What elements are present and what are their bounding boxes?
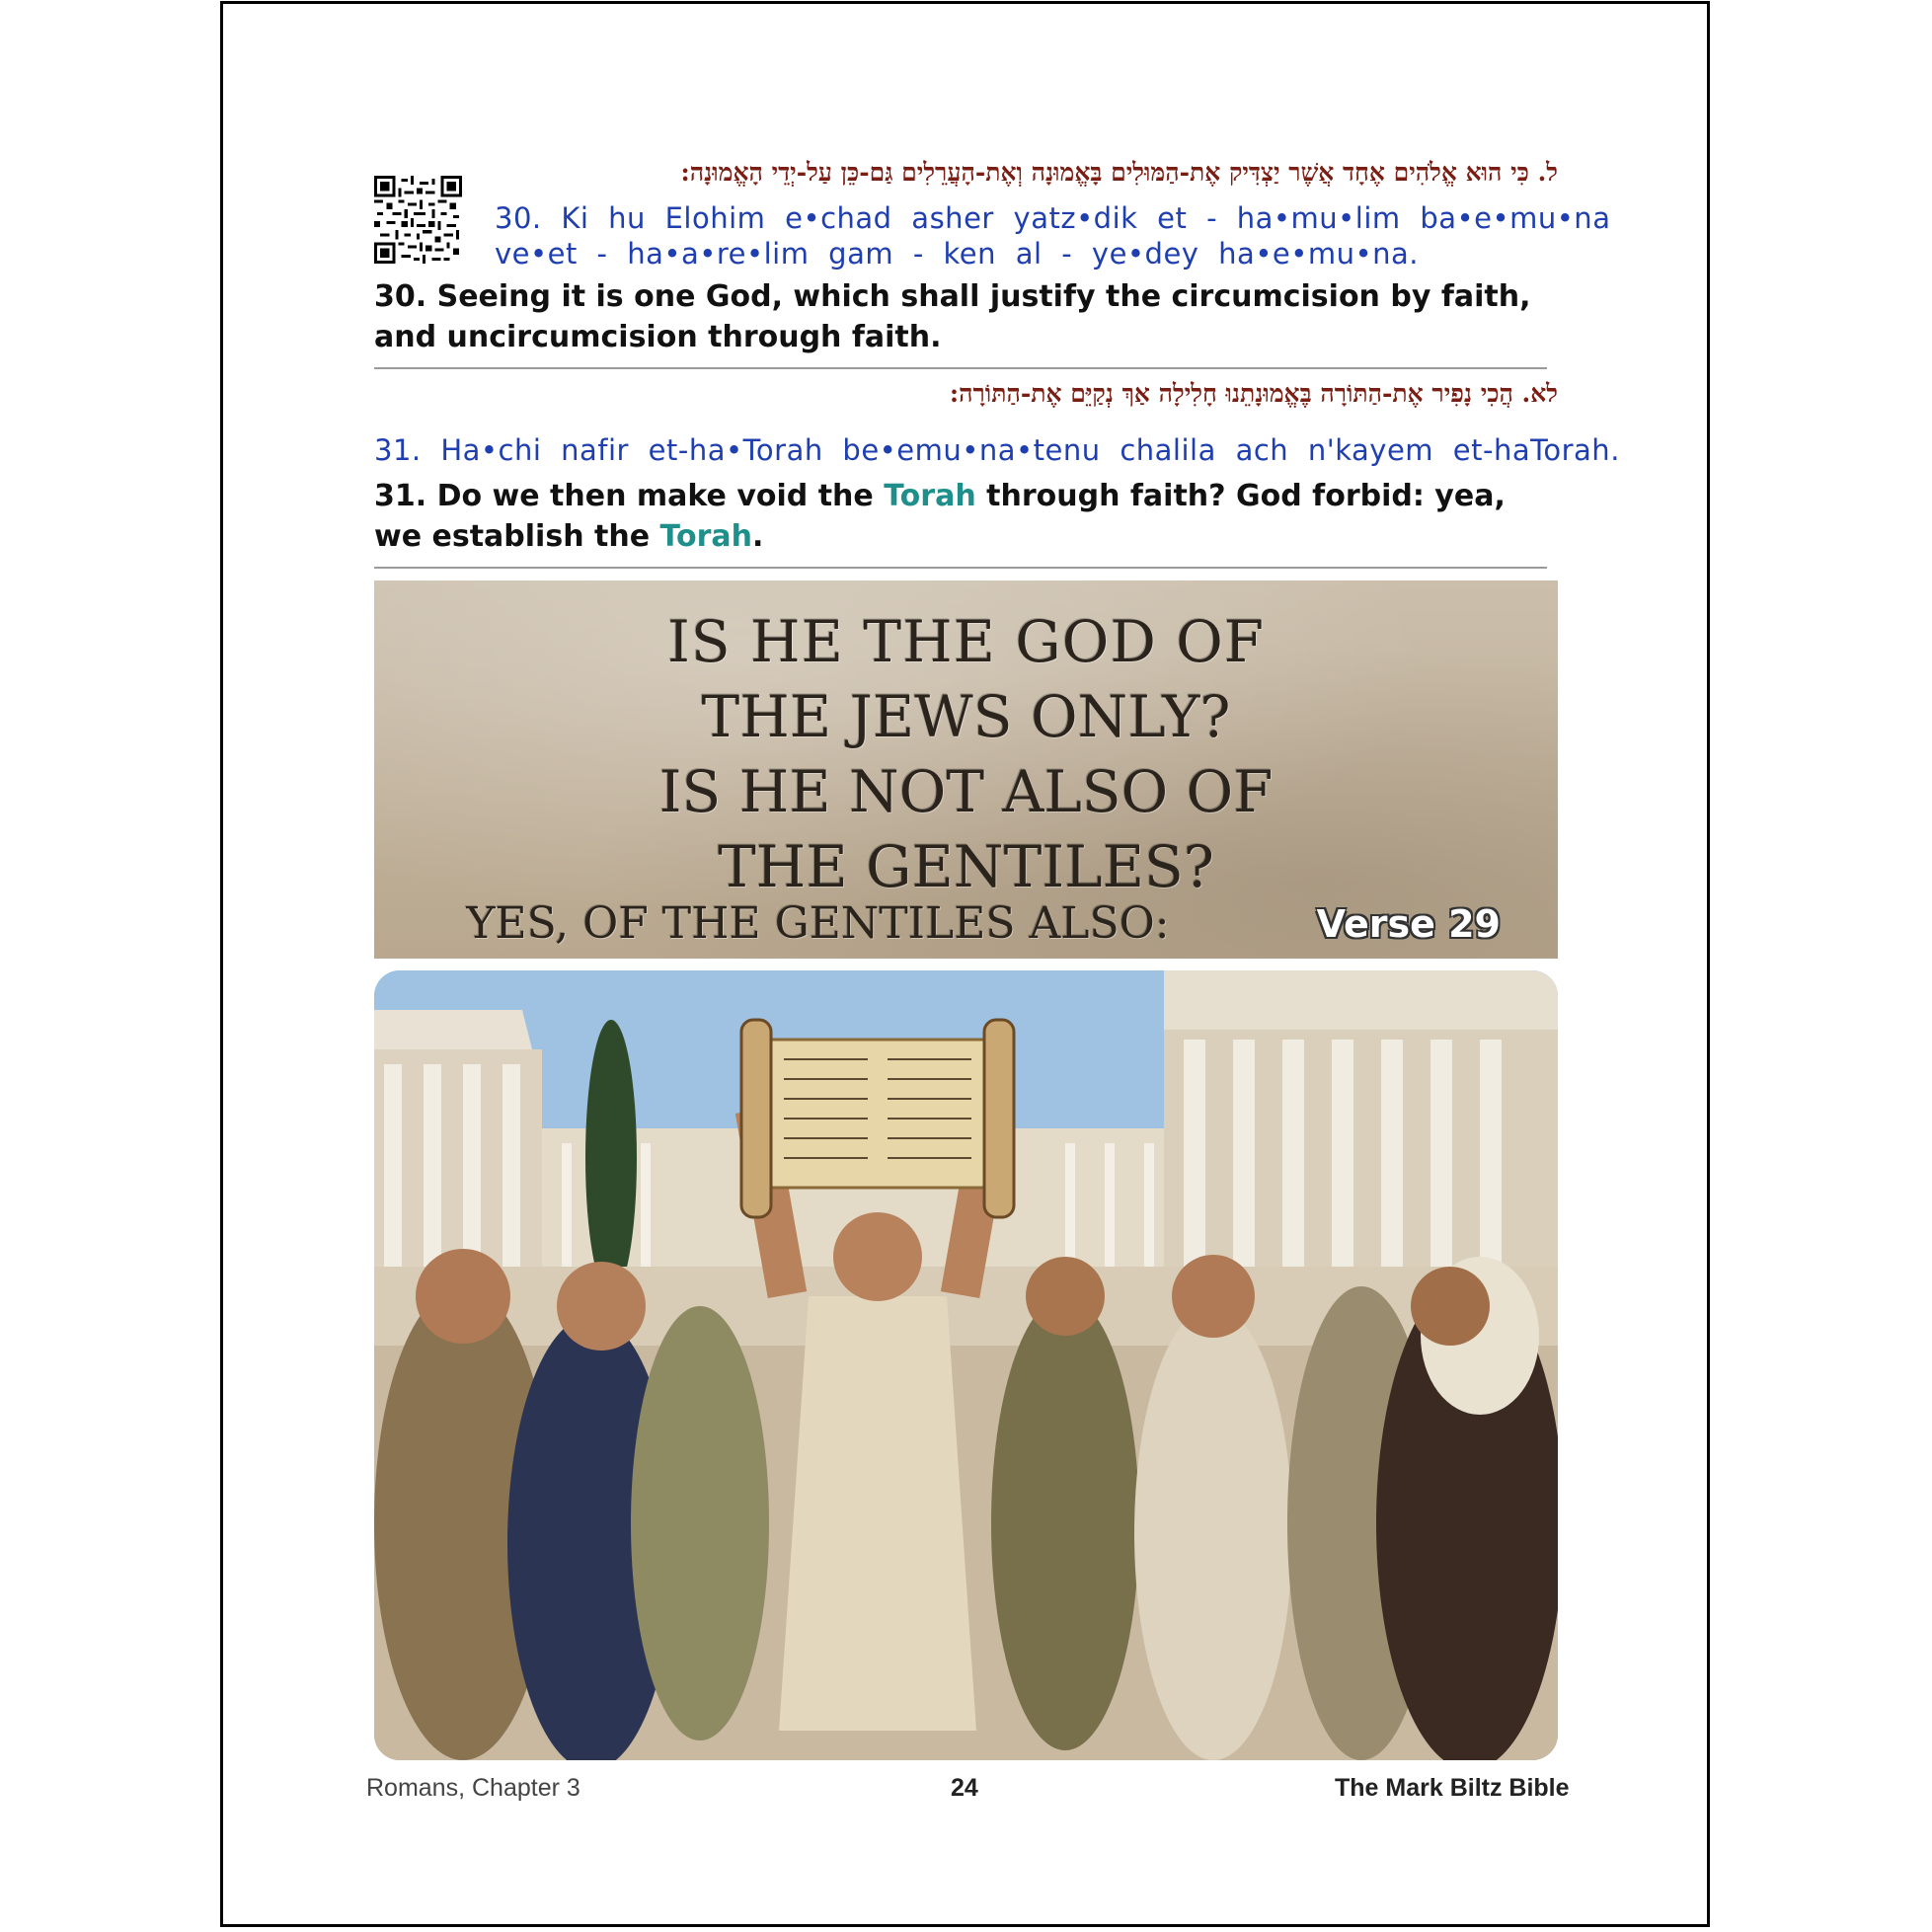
inscription-line-5: YES, OF THE GENTILES ALSO:	[466, 898, 1170, 949]
verse-30-hebrew: ל. כִּי הוּא אֱלֹהִים אֶחָד אֲשֶׁר יַצְדִּיק אֶת-הַמּוּלִים בָּאֱמוּנָה וְאֶת-הָעֲרֵלִים גַּם-כֵּן עַל-יְדֵי הָאֱמוּנָה:	[680, 158, 1558, 187]
verse-31-english-part3: .	[751, 519, 764, 554]
verse-31-transliteration: 31. Ha•chi nafir et-ha•Torah be•emu•na•tenu chalila ach n'kayem et-haTorah.	[374, 433, 1620, 467]
inscription-line-4: THE GENTILES?	[718, 833, 1214, 900]
footer-chapter: Romans, Chapter 3	[366, 1774, 580, 1802]
verse-30-transliteration-line1: 30. Ki hu Elohim e•chad asher yatz•dik et - ha•mu•lim ba•e•mu•na	[495, 201, 1611, 235]
torah-highlight: Torah	[659, 519, 752, 554]
divider	[374, 567, 1547, 569]
verse-reference-tag: Verse 29	[1316, 902, 1501, 946]
verse-30-transliteration-line2: ve•et - ha•a•re•lim gam - ken al - ye•dey ha•e•mu•na.	[495, 237, 1419, 270]
inscription-line-2: THE JEWS ONLY?	[701, 683, 1231, 750]
torah-highlight: Torah	[884, 479, 976, 513]
verse-31-english-part2: through faith? God forbid: yea, we establish the	[374, 479, 1506, 554]
page-number: 24	[951, 1774, 978, 1802]
torah-scroll-crowd-illustration	[374, 970, 1558, 1760]
inscription-line-3: IS HE NOT ALSO OF	[658, 758, 1274, 825]
verse-30-english: 30. Seeing it is one God, which shall justify the circumcision by faith, and uncircumcision through faith.	[374, 279, 1531, 354]
stone-inscription-banner	[374, 580, 1558, 959]
inscription-line-1: IS HE THE GOD OF	[666, 608, 1266, 675]
footer-book-title: The Mark Biltz Bible	[1335, 1774, 1570, 1802]
qr-code-icon[interactable]	[374, 176, 462, 264]
divider	[374, 367, 1547, 369]
verse-31-english-part1: 31. Do we then make void the	[374, 479, 885, 513]
verse-31-english	[374, 476, 1558, 557]
verse-31-hebrew: לא. הֲכִי נָפִיר אֶת-הַתּוֹרָה בֶּאֱמוּנָתֵנוּ חָלִילָה אַךְ נְקַיֵּם אֶת-הַתּוֹרָה:	[949, 379, 1558, 408]
